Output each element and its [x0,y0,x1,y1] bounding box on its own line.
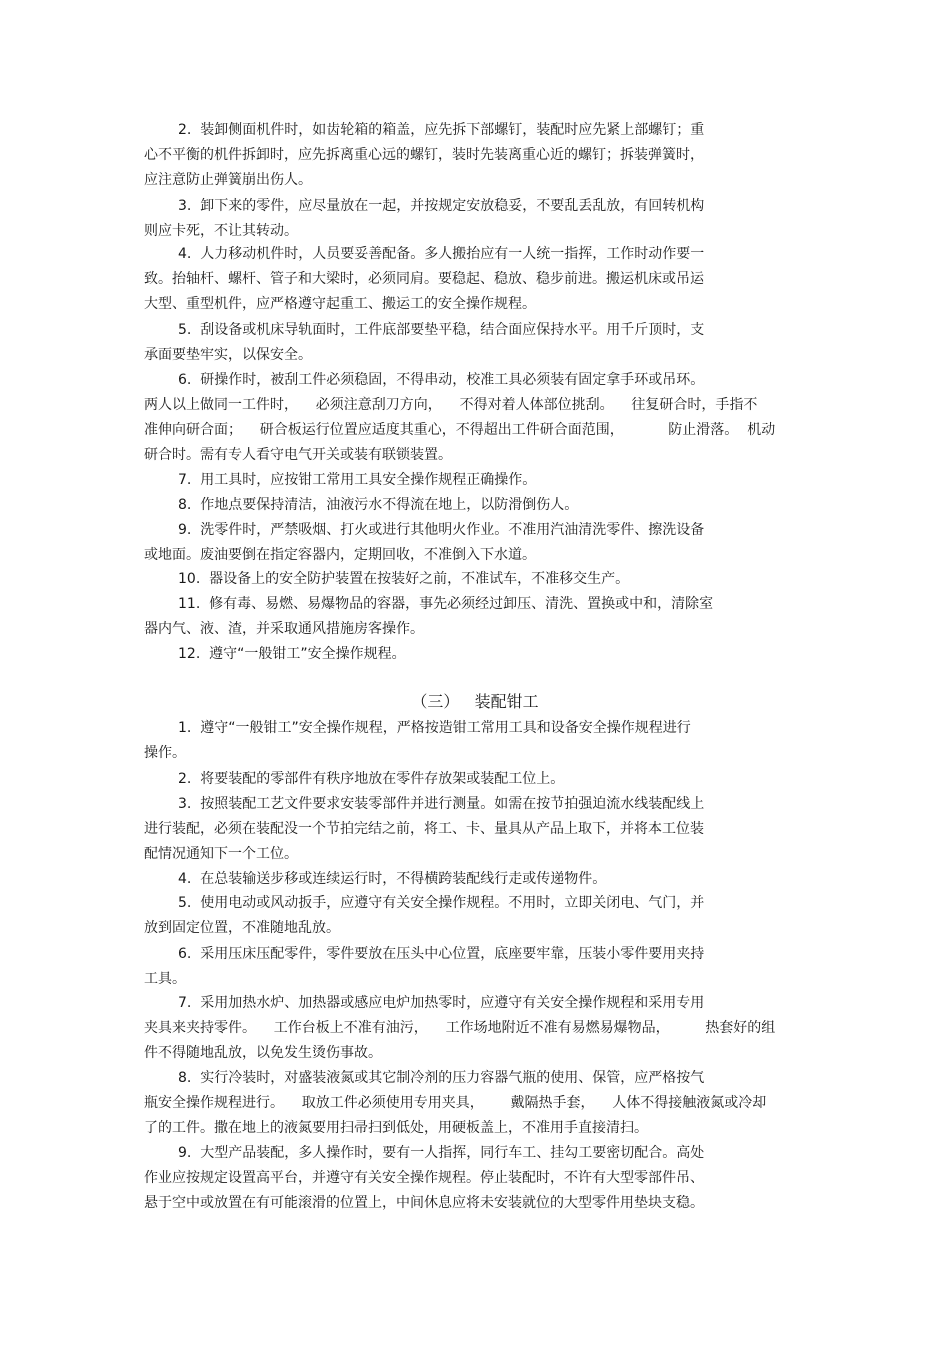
paragraph-line: 准伸向研合面； 研合板运行位置应适度其重心，不得超出工件研合面范围， 防止滑落。 机动 [144,422,776,438]
list-item [144,716,804,766]
paragraph-line: 3. 按照装配工艺文件要求安装零部件并进行测量。如需在按节拍强迫流水线装配线上 [178,796,705,812]
paragraph-line: 4. 人力移动机件时，人员要妥善配备。多人搬抬应有一人统一指挥，工作时动作要一 [178,246,705,262]
paragraph-line: 研合时。需有专人看守电气开关或装有联锁装置。 [144,447,452,463]
list-item [144,767,804,792]
paragraph-line: 器内气、液、渣，并采取通风措施房客操作。 [144,621,424,637]
paragraph-line: 放到固定位置，不准随地乱放。 [144,920,340,936]
paragraph-line: 6. 采用压床压配零件，零件要放在压头中心位置，底座要牢靠，压装小零件要用夹持 [178,946,705,962]
paragraph-line: 9. 洗零件时，严禁吸烟、打火或进行其他明火作业。不准用汽油清洗零件、擦洗设备 [178,522,705,538]
paragraph-line: 配情况通知下一个工位。 [144,846,298,862]
list-item [144,1141,804,1216]
list-item [144,592,804,642]
paragraph-line: 进行装配，必须在装配没一个节拍完结之前，将工、卡、量具从产品上取下，并将本工位装 [144,821,704,837]
list-item [144,194,804,244]
paragraph-line: 12. 遵守“一般钳工”安全操作规程。 [178,646,406,662]
paragraph-line: 1. 遵守“一般钳工”安全操作规程，严格按造钳工常用工具和设备安全操作规程进行 [178,720,691,736]
list-item [144,468,804,493]
paragraph-line: 承面要垫牢实，以保安全。 [144,347,312,363]
paragraph-line: 5. 刮设备或机床导轨面时，工件底部要垫平稳，结合面应保持水平。用千斤顶时，支 [178,322,705,338]
list-item [144,518,804,568]
paragraph-line: 8. 作地点要保持清洁，油液污水不得流在地上，以防滑倒伤人。 [178,497,579,513]
list-item [144,368,804,468]
paragraph-line: 了的工件。撒在地上的液氮要用扫帚扫到低处，用硬板盖上，不准用手直接清扫。 [144,1120,648,1136]
paragraph-line: 7. 采用加热水炉、加热器或感应电炉加热零时，应遵守有关安全操作规程和采用专用 [178,995,705,1011]
paragraph-line: 5. 使用电动或风动扳手，应遵守有关安全操作规程。不用时，立即关闭电、气门，并 [178,895,705,911]
paragraph-line: 9. 大型产品装配，多人操作时，要有一人指挥，同行车工、挂勾工要密切配合。高处 [178,1145,705,1161]
paragraph-line: 7. 用工具时，应按钳工常用工具安全操作规程正确操作。 [178,472,537,488]
paragraph-line: 瓶安全操作规程进行。 取放工件必须使用专用夹具， 戴隔热手套， 人体不得接触液氮或冷却 [144,1095,767,1111]
list-item [144,642,804,667]
list-item [144,991,804,1066]
paragraph-line: 致。抬轴杆、螺杆、管子和大梁时，必须同肩。要稳起、稳放、稳步前进。搬运机床或吊运 [144,271,704,287]
paragraph-line: 夹具来夹持零件。 工作台板上不准有油污， 工作场地附近不准有易燃易爆物品， 热套好的组 [144,1020,776,1036]
paragraph-line: 4. 在总装输送步移或连续运行时，不得横跨装配线行走或传递物件。 [178,871,607,887]
list-item [144,1066,804,1141]
paragraph-line: 10. 器设备上的安全防护装置在按装好之前，不准试车，不准移交生产。 [178,571,630,587]
list-item [144,242,804,317]
paragraph-line: 悬于空中或放置在有可能滚滑的位置上，中间休息应将未安装就位的大型零件用垫块支稳。 [144,1195,704,1211]
list-item [144,891,804,941]
paragraph-line: 11. 修有毒、易燃、易爆物品的容器，事先必须经过卸压、清洗、置换或中和，清除室 [178,596,714,612]
paragraph-line: 两人以上做同一工件时， 必须注意刮刀方向， 不得对着人体部位挑刮。 往复研合时，手指不 [144,397,758,413]
paragraph-line: 操作。 [144,745,186,761]
paragraph-line: 2. 装卸侧面机件时，如齿轮箱的箱盖，应先拆下部螺钉，装配时应先紧上部螺钉；重 [178,122,705,138]
list-item [144,942,804,992]
paragraph-line: 3. 卸下来的零件，应尽量放在一起，并按规定安放稳妥，不要乱丢乱放，有回转机构 [178,198,705,214]
list-item [144,792,804,867]
paragraph-line: 工具。 [144,971,186,987]
list-item [144,318,804,368]
list-item [144,867,804,892]
paragraph-line: 作业应按规定设置高平台，并遵守有关安全操作规程。停止装配时，不许有大型零部件吊、 [144,1170,704,1186]
paragraph-line: 或地面。废油要倒在指定容器内，定期回收，不准倒入下水道。 [144,547,536,563]
section-heading: （三） 装配钳工 [411,692,539,711]
paragraph-line: 8. 实行冷装时，对盛装液氮或其它制冷剂的压力容器气瓶的使用、保管，应严格按气 [178,1070,705,1086]
list-item [144,118,804,193]
list-item [144,567,804,592]
list-item [144,493,804,518]
paragraph-line: 2. 将要装配的零部件有秩序地放在零件存放架或装配工位上。 [178,771,565,787]
paragraph-line: 件不得随地乱放，以免发生烫伤事故。 [144,1045,382,1061]
paragraph-line: 心不平衡的机件拆卸时，应先拆离重心远的螺钉，装时先装离重心近的螺钉；拆装弹簧时， [144,147,704,163]
paragraph-line: 则应卡死，不让其转动。 [144,223,298,239]
paragraph-line: 应注意防止弹簧崩出伤人。 [144,172,312,188]
paragraph-line: 大型、重型机件，应严格遵守起重工、搬运工的安全操作规程。 [144,296,536,312]
paragraph-line: 6. 研操作时，被刮工件必须稳固，不得串动，校准工具必须装有固定拿手环或吊环。 [178,372,705,388]
